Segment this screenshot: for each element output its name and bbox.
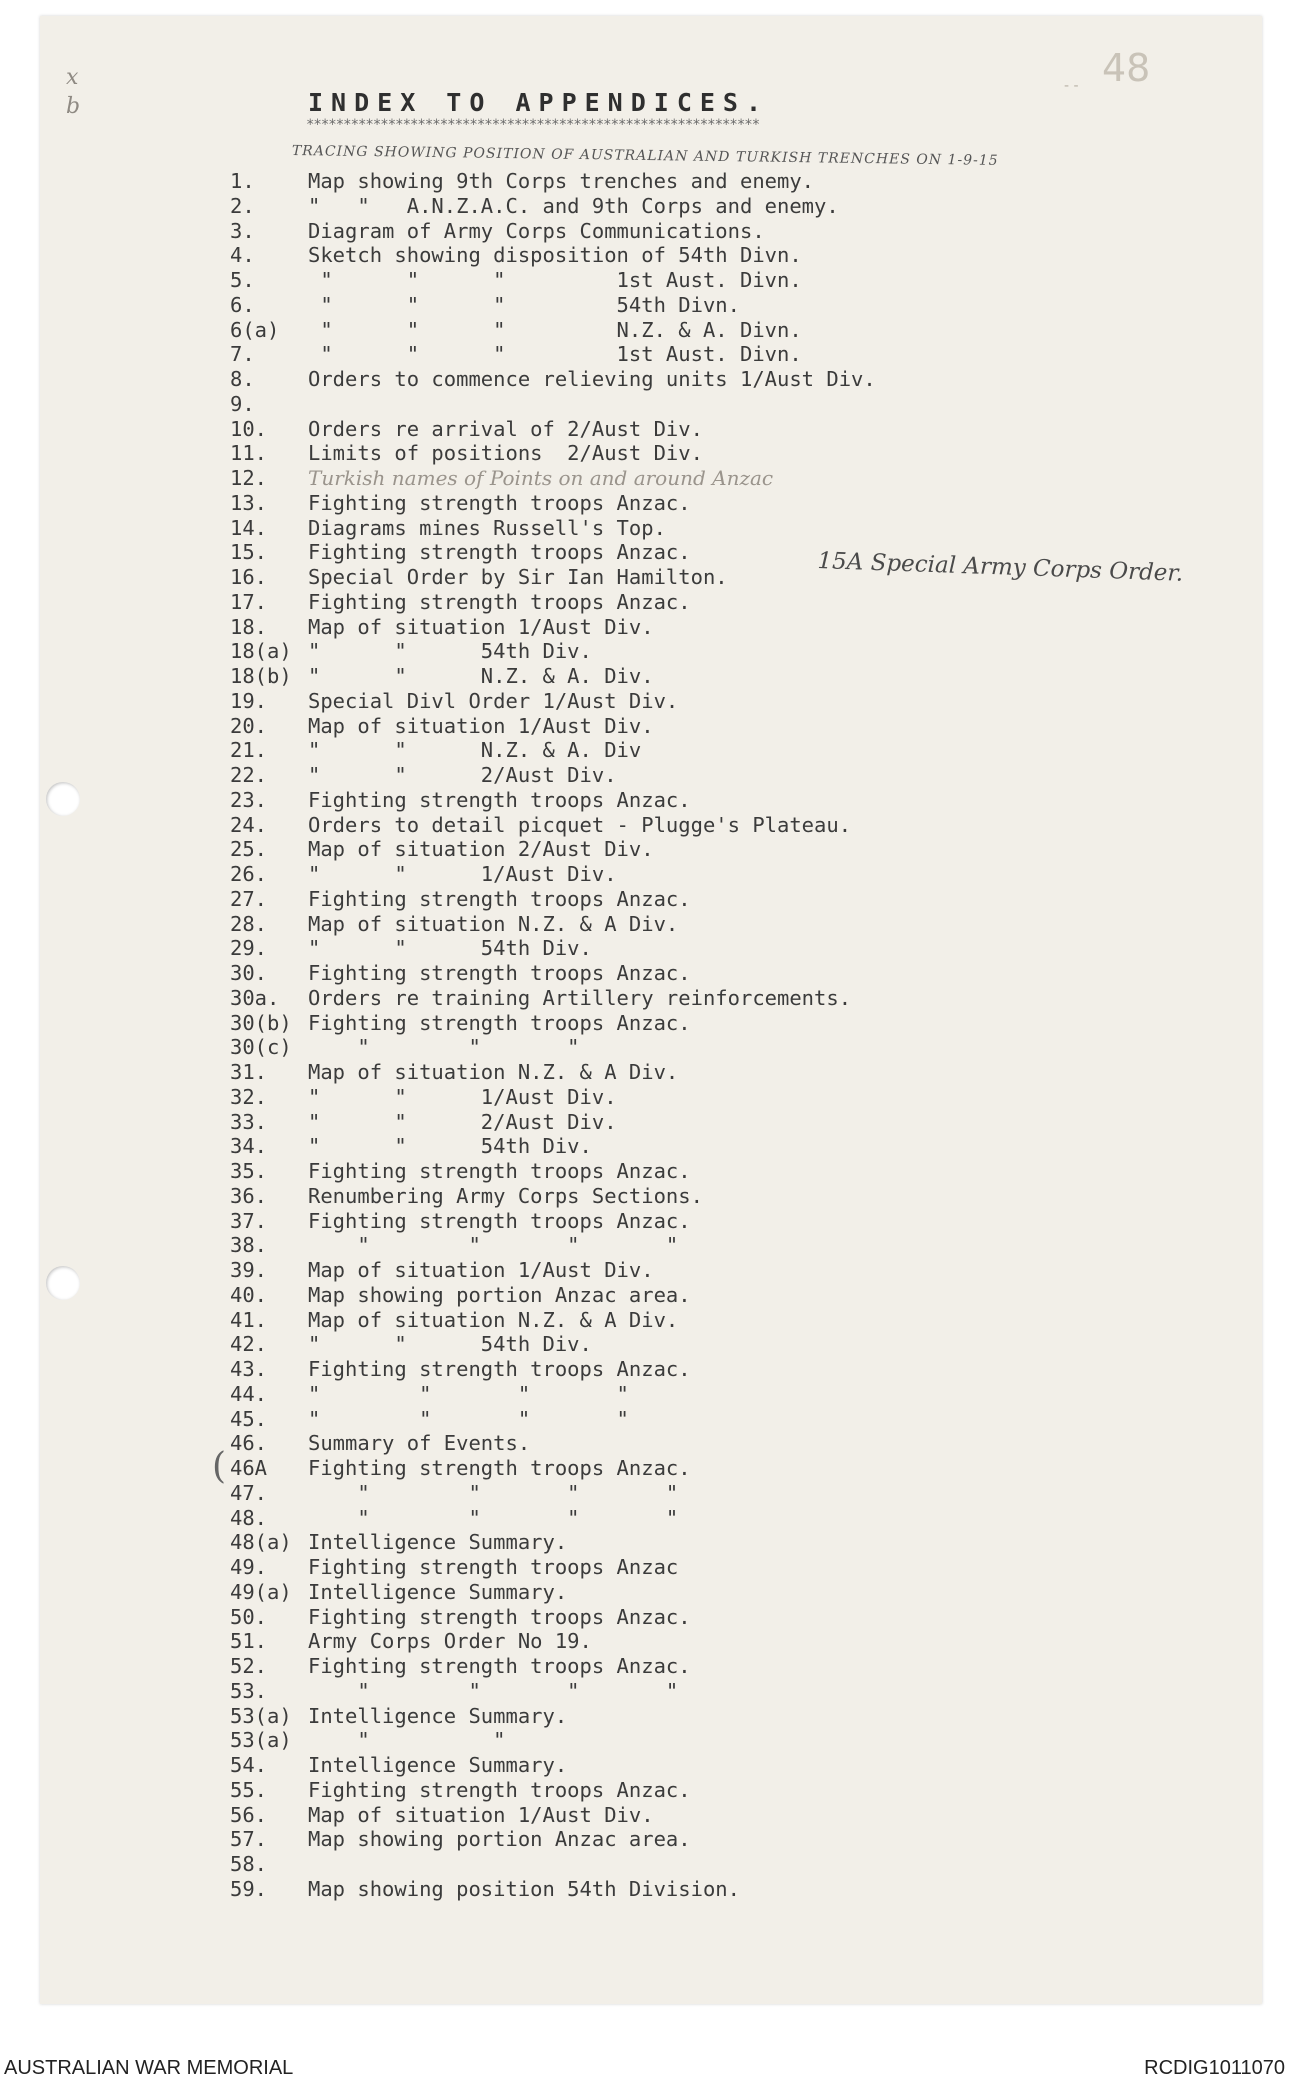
appendix-entry [0,1456,1000,1481]
entry-number: 17. [230,589,268,614]
entry-number: 11. [230,441,268,466]
entry-text: " " " " [308,1406,629,1431]
entry-text: " " 1/Aust Div. [308,1084,617,1109]
entry-number: 56. [230,1802,268,1827]
entry-number: 8. [230,367,255,391]
appendix-entry [0,466,1000,491]
entry-text: Intelligence Summary. [308,1530,568,1555]
appendix-entry [0,1110,1000,1135]
entry-number: 48. [230,1505,268,1530]
entry-text: " " " 54th Divn. [308,292,740,317]
appendix-entry [0,1629,1000,1654]
entry-text: Fighting strength troops Anzac. [308,961,691,985]
appendix-entry [0,1382,1000,1407]
entry-text: " " " " [308,1480,679,1505]
entry-text: Sketch showing disposition of 54th Divn. [308,243,802,268]
entry-text: " " 54th Div. [308,936,592,961]
entry-text: " " 54th Div. [308,1332,592,1357]
entry-number: 53(a) [230,1728,292,1753]
appendix-entry [0,219,1000,244]
appendix-entry [0,1431,1000,1456]
appendix-entry [0,1852,1000,1877]
appendix-entry [0,1654,1000,1679]
entry-number: 14. [230,515,268,540]
appendix-entry [0,318,1000,343]
entry-text: Map of situation 1/Aust Div. [308,614,654,639]
entry-number: 28. [230,911,268,936]
entry-text: Fighting strength troops Anzac. [308,540,691,565]
corner-marks [66,64,80,121]
appendix-entry [0,1060,1000,1085]
appendix-entry [0,367,1000,392]
appendix-entry [0,516,1000,541]
entry-text: Army Corps Order No 19. [308,1629,592,1654]
entry-text: " " " N.Z. & A. Divn. [308,317,802,342]
appendix-entry [0,243,1000,268]
entry-number: 12. [230,466,268,490]
entry-text: Fighting strength troops Anzac. [308,490,691,515]
entry-number: 43. [230,1357,268,1381]
entry-text: Fighting strength troops Anzac. [308,589,691,614]
appendix-entry [0,887,1000,912]
appendix-entry [0,1159,1000,1184]
entry-text: Fighting strength troops Anzac. [308,1159,691,1183]
entry-text: Map showing portion Anzac area. [308,1282,691,1307]
appendix-entry [0,342,1000,367]
entry-number: 41. [230,1307,268,1332]
appendix-entry [0,1283,1000,1308]
entry-number: 51. [230,1629,268,1654]
entry-number: 31. [230,1060,268,1084]
entry-number: 19. [230,688,268,713]
entry-number: 49(a) [230,1579,292,1604]
entry-number: 38. [230,1233,268,1258]
entry-number: 36. [230,1183,268,1208]
appendix-entry [0,194,1000,219]
entry-number: 27. [230,886,268,911]
entry-text: Map of situation N.Z. & A Div. [308,911,679,936]
entry-text: Fighting strength troops Anzac. [308,1456,691,1480]
title-underline: ************************************************************* [306,117,760,133]
appendix-entry [0,912,1000,937]
entry-number: 59. [230,1876,268,1901]
entry-number: 30(b) [230,1010,292,1035]
entry-text: Map showing position 54th Division. [308,1876,740,1901]
appendix-entry [0,1134,1000,1159]
entry-number: 39. [230,1258,268,1282]
entry-text: Fighting strength troops Anzac. [308,1357,691,1381]
appendix-entry [0,664,1000,689]
entry-number: 6(a) [230,317,280,342]
entry-number: 18(a) [230,639,292,664]
entry-text: Fighting strength troops Anzac. [308,886,691,911]
entry-text: " " " " [308,1505,679,1530]
entry-number: 35. [230,1159,268,1183]
entry-number: 2. [230,193,255,218]
appendix-entry [0,714,1000,739]
entry-number: 47. [230,1480,268,1505]
entry-text: " " " " [308,1678,679,1703]
appendix-entry [0,1085,1000,1110]
margin-bracket: ( [212,1446,227,1487]
entry-text: Fighting strength troops Anzac. [308,787,691,812]
entry-number: 42. [230,1332,268,1357]
appendix-entry [0,1258,1000,1283]
entry-text: " " 54th Div. [308,639,592,664]
handwritten-heading: TRACING SHOWING POSITION OF AUSTRALIAN AND TURKISH TRENCHES ON 1-9-15 [291,143,999,169]
entry-text: Fighting strength troops Anzac. [308,1208,691,1233]
entry-number: 30. [230,961,268,985]
entry-number: 53(a) [230,1703,292,1728]
entry-text: Orders to commence relieving units 1/Aust Div. [308,367,876,391]
appendix-entry [0,1827,1000,1852]
entry-number: 18. [230,614,268,639]
entry-number: 48(a) [230,1530,292,1555]
entry-text: Intelligence Summary. [308,1753,568,1777]
entry-number: 16. [230,565,268,589]
entry-text: Fighting strength troops Anzac. [308,1604,691,1629]
appendix-entry [0,293,1000,318]
entry-text: Special Order by Sir Ian Hamilton. [308,565,728,589]
appendix-entry [0,1877,1000,1902]
entry-number: 30(c) [230,1035,292,1060]
appendix-entry [0,689,1000,714]
appendix-entry [0,837,1000,862]
appendix-entry [0,1605,1000,1630]
appendix-entry [0,788,1000,813]
entry-number: 46. [230,1431,268,1456]
entry-number: 57. [230,1827,268,1852]
entry-text: Map showing 9th Corps trenches and enemy. [308,169,815,193]
entry-text: Renumbering Army Corps Sections. [308,1183,703,1208]
entry-text: " " " [308,1035,580,1060]
appendix-entry [0,961,1000,986]
corner-mark: b [66,93,81,119]
appendix-entry [0,169,1000,194]
top-mark: - - [1064,78,1079,94]
appendix-entry [0,639,1000,664]
entry-number: 5. [230,268,255,292]
entry-text: Map showing portion Anzac area. [308,1827,691,1852]
entry-number: 18(b) [230,664,292,688]
appendix-entry [0,1184,1000,1209]
entry-text: Intelligence Summary. [308,1703,568,1728]
appendix-entry [0,1357,1000,1382]
entry-text: " " 2/Aust Div. [308,1109,617,1134]
handwritten-note-15a: 15A Special Army Corps Order. [817,548,1184,587]
entry-text: " " N.Z. & A. Div. [308,664,654,688]
entry-number: 24. [230,812,268,837]
appendix-entry [0,1481,1000,1506]
appendix-entry [0,268,1000,293]
appendix-entry [0,813,1000,838]
entry-text: " " 2/Aust Div. [308,763,617,787]
entry-text: " " N.Z. & A. Div [308,738,642,763]
entry-text: Special Divl Order 1/Aust Div. [308,688,679,713]
entry-number: 53. [230,1678,268,1703]
entry-text: Fighting strength troops Anzac. [308,1777,691,1802]
entry-text: " " A.N.Z.A.C. and 9th Corps and enemy. [308,193,839,218]
appendix-entry [0,738,1000,763]
entry-number: 20. [230,713,268,738]
entry-number: 22. [230,763,268,787]
appendix-entry [0,1308,1000,1333]
entry-number: 21. [230,738,268,763]
entry-number: 52. [230,1654,268,1678]
appendix-entry [0,392,1000,417]
entry-number: 29. [230,936,268,961]
appendix-entry [0,441,1000,466]
entry-number: 40. [230,1282,268,1307]
entry-text: " " [308,1728,506,1753]
appendix-entry [0,1704,1000,1729]
corner-mark: x [66,65,79,90]
entry-text: Intelligence Summary. [308,1579,568,1604]
appendix-entry [0,1506,1000,1531]
appendix-entry [0,590,1000,615]
entry-text: Diagram of Army Corps Communications. [308,218,765,243]
appendix-entry [0,763,1000,788]
entry-number: 9. [230,391,255,416]
appendix-entry [0,1778,1000,1803]
entry-text: " " " " [308,1381,629,1406]
entry-number: 34. [230,1134,268,1159]
entry-text: Fighting strength troops Anzac. [308,1654,691,1678]
entry-number: 10. [230,416,268,441]
entry-number: 32. [230,1084,268,1109]
entry-text: Map of situation 1/Aust Div. [308,1258,654,1282]
appendix-entry [0,1233,1000,1258]
entry-number: 46A [230,1456,268,1480]
entry-number: 23. [230,787,268,812]
entry-text: Orders to detail picquet - Plugge's Plateau. [308,812,852,837]
appendix-entry [0,1679,1000,1704]
entry-text: Fighting strength troops Anzac. [308,1010,691,1035]
entry-text: Map of situation N.Z. & A Div. [308,1307,679,1332]
entry-text: Map of situation 1/Aust Div. [308,1802,654,1827]
entry-text: Orders re training Artillery reinforcements. [308,985,852,1010]
appendix-entry [0,1580,1000,1605]
entry-number: 54. [230,1753,268,1777]
entry-text: Fighting strength troops Anzac [308,1555,679,1579]
appendix-entry [0,417,1000,442]
entry-text: Limits of positions 2/Aust Div. [308,441,703,466]
appendix-entry [0,491,1000,516]
entry-text: Summary of Events. [308,1431,531,1456]
entry-text: Map of situation 1/Aust Div. [308,713,654,738]
entry-number: 1. [230,169,255,193]
entry-number: 58. [230,1852,268,1876]
appendix-entry [0,936,1000,961]
entry-number: 13. [230,490,268,515]
entry-number: 25. [230,837,268,862]
entry-text: Turkish names of Points on and around Anzac [308,466,774,490]
entry-number: 30a. [230,985,280,1010]
appendix-entry [0,986,1000,1011]
entry-number: 7. [230,342,255,367]
entry-number: 3. [230,218,255,243]
entry-text: " " " 1st Aust. Divn. [308,268,802,292]
entry-number: 50. [230,1604,268,1629]
page-title: INDEX TO APPENDICES. [308,88,770,117]
entry-number: 15. [230,540,268,565]
appendix-entry [0,1753,1000,1778]
entry-number: 45. [230,1406,268,1431]
entry-number: 26. [230,862,268,886]
entry-text: " " " 1st Aust. Divn. [308,342,802,367]
entry-number: 49. [230,1555,268,1579]
appendix-entry [0,615,1000,640]
appendix-entry [0,1728,1000,1753]
footer-id: RCDIG1011070 [1144,2057,1285,2079]
appendix-entry [0,1803,1000,1828]
entry-number: 33. [230,1109,268,1134]
appendix-entry [0,1332,1000,1357]
appendix-entry [0,1555,1000,1580]
appendix-entry [0,1035,1000,1060]
entry-number: 37. [230,1208,268,1233]
entry-number: 6. [230,292,255,317]
entry-text: Map of situation 2/Aust Div. [308,837,654,862]
appendix-entry [0,1209,1000,1234]
entry-number: 4. [230,243,255,268]
entry-number: 44. [230,1381,268,1406]
appendix-entry [0,1530,1000,1555]
folio-number: 48 [1102,46,1151,90]
footer-institution: AUSTRALIAN WAR MEMORIAL [4,2057,294,2079]
appendix-entry [0,1011,1000,1036]
entry-text: Orders re arrival of 2/Aust Div. [308,416,703,441]
entry-text: Diagrams mines Russell's Top. [308,515,666,540]
entry-text: Map of situation N.Z. & A Div. [308,1060,679,1084]
entry-text: " " 1/Aust Div. [308,862,617,886]
appendix-entry [0,1407,1000,1432]
entry-text: " " " " [308,1233,679,1258]
entry-text: " " 54th Div. [308,1134,592,1159]
appendix-entry [0,862,1000,887]
entry-number: 55. [230,1777,268,1802]
